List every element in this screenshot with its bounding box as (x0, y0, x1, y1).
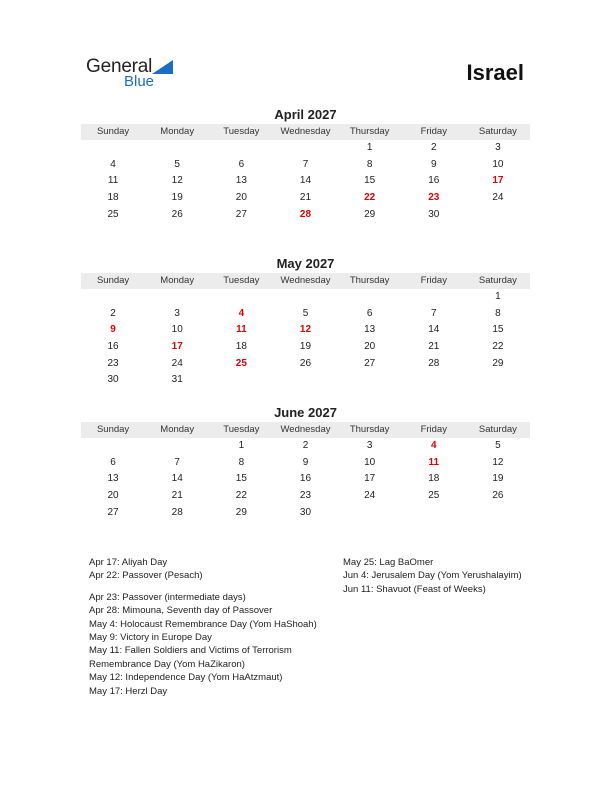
date-cell: 8 (366, 158, 373, 170)
week-row (81, 289, 530, 306)
date-cell (209, 372, 273, 389)
holiday-item: May 4: Holocaust Remembrance Day (Yom HaShoah) (89, 618, 317, 630)
date-cell: 13 (235, 175, 247, 187)
date-cell: 23 (107, 357, 119, 369)
date-cell: 30 (428, 208, 440, 220)
date-cell: 14 (428, 324, 440, 336)
date-cell: 3 (174, 307, 180, 319)
date-cell: 16 (107, 341, 119, 353)
date-cell: 29 (364, 208, 376, 220)
date-cell: 15 (364, 175, 376, 187)
holiday-item: Apr 17: Aliyah Day (89, 557, 168, 568)
weekday-header (81, 124, 530, 140)
date-cell: 24 (364, 490, 376, 502)
date-cell: 18 (235, 341, 247, 353)
month-april (81, 107, 530, 223)
week-row (81, 372, 530, 389)
date-cell: 15 (492, 324, 504, 336)
weekday-label: Wednesday (280, 275, 331, 286)
date-cell: 13 (364, 324, 376, 336)
date-cell (145, 438, 209, 455)
date-cell: 28 (428, 357, 440, 369)
date-cell: 20 (364, 341, 376, 353)
date-cell: 7 (302, 158, 309, 170)
month-june (81, 405, 530, 521)
date-cell: 7 (430, 307, 437, 319)
date-cell: 1 (238, 440, 245, 451)
weekday-label: Thursday (349, 275, 390, 286)
date-cell: 13 (107, 473, 119, 485)
date-cell (273, 372, 337, 389)
date-cell (209, 289, 273, 306)
date-cell: 10 (492, 158, 504, 170)
date-cell: 15 (235, 473, 247, 485)
weekday-label: Saturday (478, 424, 517, 435)
date-cell: 7 (174, 456, 180, 468)
date-cell: 24 (492, 192, 504, 204)
date-cell: 21 (171, 490, 183, 502)
holiday-item: Apr 28: Mimouna, Seventh day of Passover (89, 605, 273, 617)
list-spacer (89, 583, 329, 591)
date-cell: 23 (299, 490, 312, 502)
month-title: April 2027 (274, 107, 337, 122)
week-row (81, 455, 530, 472)
holiday-list-right (343, 556, 533, 596)
date-cell: 29 (235, 506, 247, 518)
date-cell: 27 (235, 208, 247, 220)
week-row (81, 306, 530, 323)
date-cell: 20 (235, 192, 247, 204)
date-cell: 30 (299, 506, 312, 518)
date-cell (338, 372, 402, 389)
date-cell (338, 505, 402, 522)
week-row (81, 140, 530, 157)
weekday-label: Monday (160, 424, 195, 435)
date-cell: 26 (492, 490, 504, 502)
date-cell: 2 (110, 307, 116, 319)
date-cell (145, 289, 209, 306)
date-cell (81, 438, 145, 455)
week-row (81, 356, 530, 373)
country-title: Israel (466, 60, 524, 85)
holiday-date-cell: 12 (299, 324, 312, 336)
date-cell: 27 (107, 506, 119, 518)
brand-logo (86, 56, 186, 92)
date-cell (81, 289, 145, 306)
logo-triangle-icon (152, 60, 173, 74)
week-row (81, 505, 530, 522)
date-cell: 25 (428, 490, 440, 502)
date-cell: 29 (492, 357, 504, 369)
date-cell (466, 372, 530, 389)
weekday-label: Saturday (478, 275, 517, 286)
week-row (81, 339, 530, 356)
weekday-label: Wednesday (280, 126, 331, 137)
holiday-date-cell: 17 (492, 175, 504, 187)
date-cell: 19 (492, 473, 504, 485)
weekday-label: Friday (420, 126, 447, 137)
date-cell: 22 (235, 490, 247, 502)
holiday-list-left (89, 556, 329, 698)
date-cell: 20 (107, 490, 119, 502)
weekday-label: Saturday (478, 126, 517, 137)
holiday-item: May 25: Lag BaOmer (343, 557, 434, 568)
date-cell: 12 (492, 456, 504, 468)
date-cell: 30 (107, 374, 119, 386)
date-cell: 3 (495, 142, 501, 153)
date-cell: 3 (366, 440, 373, 451)
date-cell: 1 (366, 142, 373, 153)
date-cell (402, 372, 466, 389)
weekday-label: Tuesday (223, 275, 260, 286)
month-may (81, 256, 530, 389)
date-cell (273, 289, 337, 306)
date-cell: 6 (238, 158, 245, 170)
date-cell (402, 505, 466, 522)
date-cell: 25 (107, 208, 119, 220)
date-cell: 28 (171, 506, 183, 518)
holiday-date-cell: 9 (110, 324, 116, 336)
week-row (81, 207, 530, 224)
date-cell: 6 (110, 456, 116, 468)
month-title: June 2027 (274, 405, 337, 420)
holiday-date-cell: 17 (171, 341, 183, 353)
week-row (81, 488, 530, 505)
date-cell: 19 (299, 341, 312, 353)
holiday-date-cell: 11 (428, 456, 440, 468)
date-cell: 10 (171, 324, 183, 336)
date-cell: 31 (171, 374, 183, 386)
date-cell: 14 (171, 473, 183, 485)
date-cell: 17 (364, 473, 376, 485)
holiday-date-cell: 25 (235, 357, 247, 369)
date-cell: 24 (171, 357, 183, 369)
date-cell: 5 (495, 440, 501, 451)
date-cell (338, 289, 402, 306)
date-cell: 8 (238, 456, 245, 468)
weekday-label: Monday (160, 275, 195, 286)
date-cell: 9 (430, 158, 437, 170)
week-row (81, 438, 530, 455)
weekday-label: Sunday (96, 275, 130, 286)
date-cell: 1 (495, 291, 501, 302)
weekday-label: Tuesday (223, 424, 260, 435)
weekday-label: Tuesday (223, 126, 260, 137)
date-cell: 4 (110, 158, 116, 170)
date-cell: 27 (364, 357, 376, 369)
date-cell (466, 207, 530, 224)
holiday-item: Jun 11: Shavuot (Feast of Weeks) (343, 583, 486, 595)
date-cell: 16 (299, 473, 312, 485)
holiday-item: Jun 4: Jerusalem Day (Yom Yerushalayim) (343, 570, 522, 582)
date-cell (402, 289, 466, 306)
weekday-label: Sunday (96, 126, 130, 137)
date-cell: 12 (171, 175, 183, 187)
holiday-item: May 9: Victory in Europe Day (89, 632, 212, 644)
date-cell: 9 (302, 456, 309, 468)
date-cell: 5 (174, 158, 180, 170)
holiday-date-cell: 28 (299, 208, 312, 220)
date-cell: 6 (366, 307, 373, 319)
holiday-item: Apr 22: Passover (Pesach) (89, 570, 203, 582)
week-row (81, 471, 530, 488)
date-cell: 8 (495, 307, 501, 319)
holiday-date-cell: 4 (238, 307, 245, 319)
holiday-item: May 12: Independence Day (Yom HaAtzmaut) (89, 672, 283, 684)
weekday-label: Friday (420, 424, 447, 435)
weekday-label: Monday (160, 126, 195, 137)
date-cell: 21 (428, 341, 440, 353)
week-row (81, 173, 530, 190)
holiday-date-cell: 22 (364, 192, 376, 204)
date-cell: 11 (107, 175, 119, 187)
holiday-date-cell: 23 (428, 192, 440, 204)
weekday-header (81, 422, 530, 438)
date-cell: 10 (364, 456, 376, 468)
date-cell: 19 (171, 192, 183, 204)
date-cell: 18 (428, 473, 440, 485)
date-cell: 21 (299, 192, 312, 204)
weekday-label: Wednesday (280, 424, 331, 435)
logo-general-text: General (86, 56, 153, 77)
date-cell: 16 (428, 175, 440, 187)
weekday-label: Friday (420, 275, 447, 286)
date-cell: 14 (299, 175, 312, 187)
holiday-item: Apr 23: Passover (intermediate days) (89, 591, 246, 603)
date-cell: 26 (171, 208, 183, 220)
week-row (81, 322, 530, 339)
date-cell (145, 140, 209, 157)
weekday-label: Thursday (349, 126, 390, 137)
week-row (81, 157, 530, 174)
holiday-date-cell: 4 (430, 440, 437, 451)
date-cell: 2 (302, 440, 309, 451)
date-cell (273, 140, 337, 157)
holiday-date-cell: 11 (236, 324, 247, 336)
date-cell (209, 140, 273, 157)
week-row (81, 190, 530, 207)
date-cell: 26 (299, 357, 312, 369)
date-cell: 2 (430, 142, 437, 153)
date-cell: 18 (107, 192, 119, 204)
date-cell (81, 140, 145, 157)
date-cell: 22 (492, 341, 504, 353)
weekday-header (81, 273, 530, 289)
weekday-label: Thursday (349, 424, 390, 435)
date-cell (466, 505, 530, 522)
holiday-item: May 11: Fallen Soldiers and Victims of Terrorism Remembrance Day (Yom HaZikaron) (89, 645, 292, 670)
month-title: May 2027 (276, 256, 335, 271)
date-cell: 5 (302, 307, 309, 319)
holiday-item: May 17: Herzl Day (89, 685, 168, 697)
weekday-label: Sunday (96, 424, 130, 435)
logo-blue-text: Blue (124, 73, 155, 90)
